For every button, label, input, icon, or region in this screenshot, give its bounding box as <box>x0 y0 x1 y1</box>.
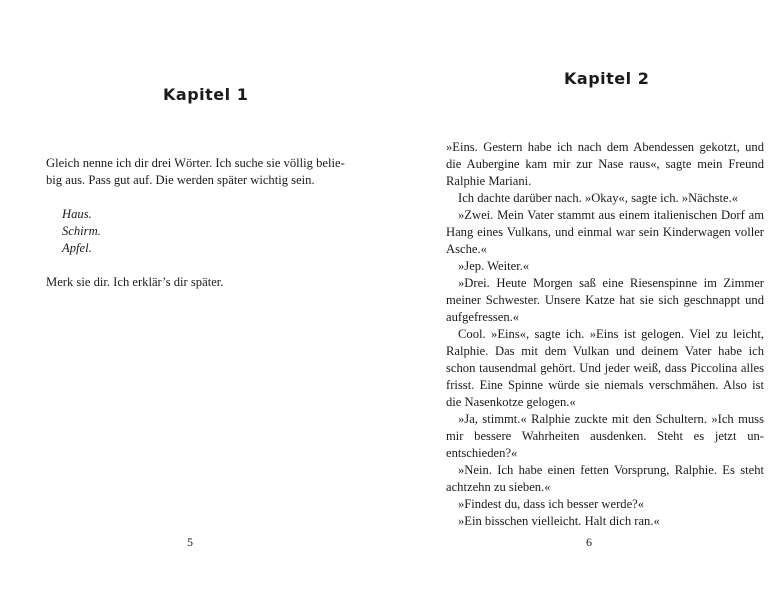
paragraph: »Ein bisschen vielleicht. Halt dich ran.« <box>458 514 660 528</box>
paragraph: Ich dachte darüber nach. »Okay«, sagte ich. »Nächste.« <box>458 191 739 205</box>
right-page <box>390 0 780 600</box>
chapter-title: Kapitel 1 <box>163 85 249 104</box>
chapter-title: Kapitel 2 <box>564 69 650 88</box>
word-list <box>62 206 338 257</box>
text-line: Gleich nenne ich dir drei Wörter. Ich suche sie völlig belie- <box>46 156 345 170</box>
paragraph: »Nein. Ich habe einen fetten Vorsprung, Ralphie. Es steht achtzehn zu sieben.« <box>446 463 764 494</box>
word-item: Apfel. <box>62 241 92 255</box>
word-item: Schirm. <box>62 224 101 238</box>
paragraph: »Drei. Heute Morgen saß eine Riesenspinne im Zimmer meiner Schwester. Unsere Katze hat sie sich geschnappt und aufgefressen.« <box>446 276 764 324</box>
text-line: big aus. Pass gut auf. Die werden später wichtig sein. <box>46 173 315 187</box>
paragraph: Cool. »Eins«, sagte ich. »Eins ist gelogen. Viel zu leicht, Ralphie. Das mit dem Vulkan und deinem Vater habe ich schon tausendmal gehört. Und jeder weiß, dass Piccolina alles frisst. Eine Spinne würde sie niemals verschmähen. Also ist die Nasenkotze gelogen.« <box>446 327 764 409</box>
paragraph: »Ja, stimmt.« Ralphie zuckte mit den Schultern. »Ich muss mir bessere Wahrheiten ausdenken. Steht es jetzt un-entschieden?« <box>446 412 764 460</box>
chapter-text <box>446 139 764 530</box>
paragraph: »Eins. Gestern habe ich nach dem Abendessen gekotzt, und die Aubergine kam mir zur Nase raus«, sagte mein Freund Ralphie Mariani. <box>446 140 764 188</box>
paragraph: »Zwei. Mein Vater stammt aus einem italienischen Dorf am Hang eines Vulkans, und einmal war sein Kinderwagen voller Asche.« <box>446 208 764 256</box>
paragraph <box>46 155 345 189</box>
paragraph: Merk sie dir. Ich erklär’s dir später. <box>46 275 224 289</box>
paragraph: »Jep. Weiter.« <box>458 259 530 273</box>
word-item: Haus. <box>62 207 92 221</box>
page-number: 5 <box>187 535 193 549</box>
paragraph: »Findest du, dass ich besser werde?« <box>458 497 645 511</box>
page-number: 6 <box>586 535 592 549</box>
chapter-text <box>46 155 345 291</box>
